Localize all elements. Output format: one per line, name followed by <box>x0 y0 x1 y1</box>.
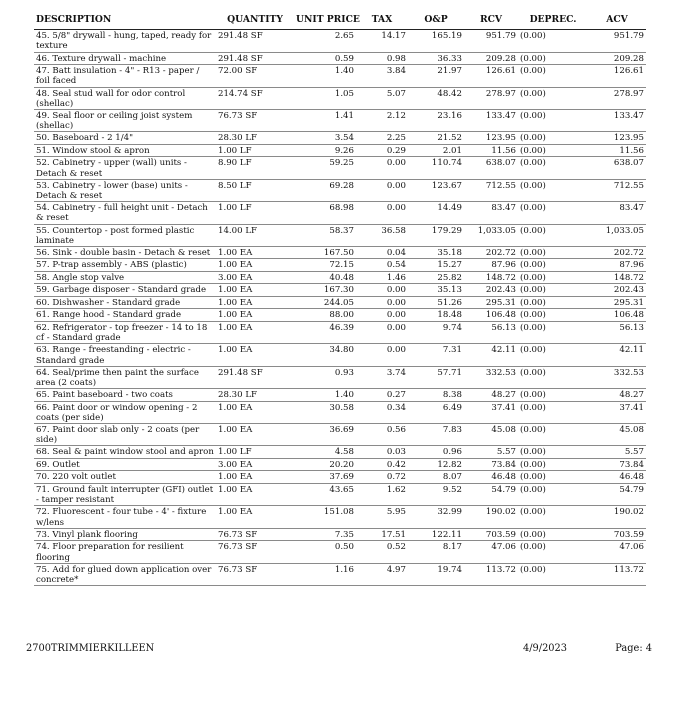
row-quantity: 3.00 EA <box>218 459 253 470</box>
row-quantity: 1.00 EA <box>218 425 253 436</box>
line-item-table <box>34 12 646 586</box>
row-op: 18.48 <box>437 310 462 321</box>
row-deprec: (0.00) <box>520 53 546 64</box>
row-tax: 0.72 <box>386 472 406 483</box>
row-tax: 0.52 <box>386 542 406 553</box>
row-tax: 1.46 <box>386 272 406 283</box>
row-unit-price: 30.58 <box>329 402 354 413</box>
row-description: 64. Seal/prime then paint the surface area (2 coats) <box>36 367 199 388</box>
row-tax: 0.34 <box>386 402 406 413</box>
row-deprec: (0.00) <box>520 402 546 413</box>
row-acv: 87.96 <box>619 260 644 271</box>
row-op: 23.16 <box>437 110 462 121</box>
row-unit-price: 2.65 <box>334 31 354 42</box>
row-deprec: (0.00) <box>520 367 546 378</box>
row-rcv: 278.97 <box>485 88 516 99</box>
row-tax: 1.62 <box>386 484 406 495</box>
row-deprec: (0.00) <box>520 507 546 518</box>
row-rcv: 42.11 <box>491 345 516 356</box>
row-tax: 0.27 <box>386 390 406 401</box>
row-description: 68. Seal & paint window stool and apron <box>36 447 214 458</box>
row-rcv: 202.72 <box>485 247 516 258</box>
row-op: 57.71 <box>437 367 462 378</box>
row-acv: 106.48 <box>613 310 644 321</box>
row-op: 9.52 <box>442 484 462 495</box>
row-tax: 0.04 <box>386 247 406 258</box>
row-unit-price: 0.50 <box>334 542 354 553</box>
column-header-op: O&P <box>408 12 464 30</box>
table-row <box>34 259 646 272</box>
table-row <box>34 321 646 343</box>
row-acv: 332.53 <box>613 367 644 378</box>
row-rcv: 11.56 <box>491 145 516 156</box>
row-rcv: 45.08 <box>491 425 516 436</box>
row-tax: 0.00 <box>386 310 406 321</box>
row-acv: 148.72 <box>613 272 644 283</box>
table-row <box>34 528 646 541</box>
table-row <box>34 366 646 388</box>
row-tax: 0.00 <box>386 203 406 214</box>
row-description: 58. Angle stop valve <box>36 272 125 283</box>
row-quantity: 1.00 EA <box>218 247 253 258</box>
row-unit-price: 9.26 <box>334 145 354 156</box>
row-quantity: 1.00 EA <box>218 310 253 321</box>
row-deprec: (0.00) <box>520 564 546 575</box>
row-acv: 47.06 <box>619 542 644 553</box>
row-unit-price: 59.25 <box>329 158 354 169</box>
row-quantity: 214.74 SF <box>218 88 263 99</box>
row-tax: 0.42 <box>386 459 406 470</box>
row-quantity: 1.00 LF <box>218 145 252 156</box>
row-unit-price: 34.80 <box>329 345 354 356</box>
row-description: 59. Garbage disposer - Standard grade <box>36 285 207 296</box>
row-acv: 190.02 <box>613 507 644 518</box>
table-header-row <box>34 12 646 30</box>
table-row <box>34 458 646 471</box>
row-rcv: 190.02 <box>485 507 516 518</box>
row-op: 48.42 <box>437 88 462 99</box>
row-tax: 2.25 <box>386 133 406 144</box>
column-header-description: DESCRIPTION <box>34 12 216 30</box>
row-rcv: 295.31 <box>485 297 516 308</box>
row-op: 179.29 <box>431 225 462 236</box>
row-deprec: (0.00) <box>520 285 546 296</box>
column-header-quantity: QUANTITY <box>216 12 294 30</box>
row-acv: 133.47 <box>613 110 644 121</box>
row-op: 32.99 <box>437 507 462 518</box>
row-description: 63. Range - freestanding - electric - Standard grade <box>36 345 191 366</box>
row-deprec: (0.00) <box>520 180 546 191</box>
row-quantity: 1.00 EA <box>218 260 253 271</box>
row-description: 60. Dishwasher - Standard grade <box>36 297 181 308</box>
row-op: 8.38 <box>442 390 462 401</box>
row-quantity: 1.00 EA <box>218 472 253 483</box>
row-tax: 0.00 <box>386 285 406 296</box>
row-deprec: (0.00) <box>520 447 546 458</box>
row-quantity: 8.90 LF <box>218 158 252 169</box>
row-unit-price: 4.58 <box>334 447 354 458</box>
row-rcv: 712.55 <box>485 180 516 191</box>
row-quantity: 1.00 LF <box>218 203 252 214</box>
row-tax: 36.58 <box>381 225 406 236</box>
row-tax: 0.00 <box>386 180 406 191</box>
row-deprec: (0.00) <box>520 260 546 271</box>
row-acv: 42.11 <box>619 345 644 356</box>
table-row <box>34 296 646 309</box>
row-acv: 638.07 <box>613 158 644 169</box>
row-quantity: 76.73 SF <box>218 110 258 121</box>
row-tax: 0.56 <box>386 425 406 436</box>
row-rcv: 87.96 <box>491 260 516 271</box>
row-unit-price: 167.30 <box>323 285 354 296</box>
column-header-acv: ACV <box>588 12 646 30</box>
row-description: 74. Floor preparation for resilient flooring <box>36 542 184 563</box>
row-quantity: 8.50 LF <box>218 180 252 191</box>
table-row <box>34 87 646 109</box>
row-rcv: 209.28 <box>485 53 516 64</box>
row-description: 56. Sink - double basin - Detach & reset <box>36 247 211 258</box>
row-op: 110.74 <box>431 158 462 169</box>
row-unit-price: 72.15 <box>329 260 354 271</box>
row-quantity: 1.00 EA <box>218 507 253 518</box>
row-op: 14.49 <box>437 203 462 214</box>
row-op: 35.13 <box>437 285 462 296</box>
row-acv: 712.55 <box>613 180 644 191</box>
row-unit-price: 58.37 <box>329 225 354 236</box>
row-op: 8.07 <box>442 472 462 483</box>
row-op: 21.97 <box>437 66 462 77</box>
row-acv: 1,033.05 <box>605 225 644 236</box>
row-rcv: 56.13 <box>491 322 516 333</box>
row-quantity: 1.00 EA <box>218 345 253 356</box>
row-deprec: (0.00) <box>520 31 546 42</box>
row-acv: 46.48 <box>619 472 644 483</box>
row-unit-price: 68.98 <box>329 203 354 214</box>
row-deprec: (0.00) <box>520 484 546 495</box>
row-rcv: 638.07 <box>485 158 516 169</box>
row-rcv: 5.57 <box>496 447 516 458</box>
table-row <box>34 309 646 322</box>
table-row <box>34 506 646 528</box>
table-row <box>34 52 646 65</box>
row-deprec: (0.00) <box>520 459 546 470</box>
row-description: 66. Paint door or window opening - 2 coats (per side) <box>36 402 198 423</box>
row-unit-price: 7.35 <box>334 529 354 540</box>
table-row <box>34 144 646 157</box>
row-op: 19.74 <box>437 564 462 575</box>
row-deprec: (0.00) <box>520 247 546 258</box>
row-op: 122.11 <box>431 529 462 540</box>
row-rcv: 703.59 <box>485 529 516 540</box>
row-quantity: 1.00 EA <box>218 402 253 413</box>
row-description: 47. Batt insulation - 4" - R13 - paper / foil faced <box>36 66 200 87</box>
table-row <box>34 401 646 423</box>
row-acv: 54.79 <box>619 484 644 495</box>
row-rcv: 951.79 <box>485 31 516 42</box>
table-row <box>34 389 646 402</box>
row-description: 53. Cabinetry - lower (base) units - Detach & reset <box>36 180 188 201</box>
row-rcv: 83.47 <box>491 203 516 214</box>
row-description: 52. Cabinetry - upper (wall) units - Detach & reset <box>36 158 187 179</box>
row-acv: 703.59 <box>613 529 644 540</box>
table-row <box>34 541 646 563</box>
column-header-rcv: RCV <box>464 12 518 30</box>
row-tax: 3.84 <box>386 66 406 77</box>
row-op: 51.26 <box>437 297 462 308</box>
row-op: 21.52 <box>437 133 462 144</box>
row-acv: 113.72 <box>613 564 644 575</box>
row-deprec: (0.00) <box>520 272 546 283</box>
row-deprec: (0.00) <box>520 322 546 333</box>
footer-date: 4/9/2023 <box>523 643 567 654</box>
row-rcv: 37.41 <box>491 402 516 413</box>
row-description: 73. Vinyl plank flooring <box>36 529 138 540</box>
row-quantity: 291.48 SF <box>218 31 263 42</box>
row-tax: 0.54 <box>386 260 406 271</box>
row-description: 70. 220 volt outlet <box>36 472 116 483</box>
row-quantity: 291.48 SF <box>218 53 263 64</box>
row-unit-price: 1.16 <box>334 564 354 575</box>
row-acv: 73.84 <box>619 459 644 470</box>
row-description: 67. Paint door slab only - 2 coats (per side) <box>36 425 200 446</box>
row-unit-price: 167.50 <box>323 247 354 258</box>
row-acv: 83.47 <box>619 203 644 214</box>
row-op: 2.01 <box>442 145 462 156</box>
row-unit-price: 1.40 <box>334 390 354 401</box>
row-quantity: 1.00 EA <box>218 322 253 333</box>
row-op: 15.27 <box>437 260 462 271</box>
row-unit-price: 36.69 <box>329 425 354 436</box>
row-description: 65. Paint baseboard - two coats <box>36 390 173 401</box>
row-deprec: (0.00) <box>520 297 546 308</box>
row-acv: 56.13 <box>619 322 644 333</box>
table-row <box>34 471 646 484</box>
row-description: 46. Texture drywall - machine <box>36 53 167 64</box>
row-acv: 295.31 <box>613 297 644 308</box>
row-op: 36.33 <box>437 53 462 64</box>
row-unit-price: 20.20 <box>329 459 354 470</box>
row-description: 51. Window stool & apron <box>36 145 150 156</box>
row-rcv: 126.61 <box>485 66 516 77</box>
row-tax: 0.29 <box>386 145 406 156</box>
row-op: 25.82 <box>437 272 462 283</box>
row-quantity: 28.30 LF <box>218 133 258 144</box>
table-row <box>34 284 646 297</box>
row-quantity: 1.00 LF <box>218 447 252 458</box>
row-rcv: 202.43 <box>485 285 516 296</box>
row-rcv: 332.53 <box>485 367 516 378</box>
table-row <box>34 424 646 446</box>
row-acv: 11.56 <box>619 145 644 156</box>
row-quantity: 14.00 LF <box>218 225 258 236</box>
row-description: 50. Baseboard - 2 1/4" <box>36 133 134 144</box>
row-acv: 202.43 <box>613 285 644 296</box>
row-tax: 0.00 <box>386 158 406 169</box>
row-deprec: (0.00) <box>520 203 546 214</box>
row-description: 57. P-trap assembly - ABS (plastic) <box>36 260 187 271</box>
column-header-tax: TAX <box>356 12 408 30</box>
row-acv: 278.97 <box>613 88 644 99</box>
row-rcv: 106.48 <box>485 310 516 321</box>
row-description: 48. Seal stud wall for odor control (shellac) <box>36 88 186 109</box>
row-op: 165.19 <box>431 31 462 42</box>
table-row <box>34 563 646 585</box>
column-header-deprec: DEPREC. <box>518 12 588 30</box>
row-tax: 5.95 <box>386 507 406 518</box>
row-deprec: (0.00) <box>520 310 546 321</box>
table-row <box>34 30 646 52</box>
row-description: 55. Countertop - post formed plastic laminate <box>36 225 195 246</box>
row-tax: 0.98 <box>386 53 406 64</box>
table-row <box>34 246 646 259</box>
row-unit-price: 46.39 <box>329 322 354 333</box>
row-description: 72. Fluorescent - four tube - 4' - fixture w/lens <box>36 507 207 528</box>
row-tax: 14.17 <box>381 31 406 42</box>
row-rcv: 47.06 <box>491 542 516 553</box>
row-op: 7.31 <box>442 345 462 356</box>
row-unit-price: 244.05 <box>323 297 354 308</box>
row-rcv: 113.72 <box>485 564 516 575</box>
row-quantity: 1.00 EA <box>218 285 253 296</box>
row-quantity: 291.48 SF <box>218 367 263 378</box>
row-unit-price: 1.05 <box>334 88 354 99</box>
row-op: 8.17 <box>442 542 462 553</box>
table-row <box>34 446 646 459</box>
table-row <box>34 224 646 246</box>
row-description: 62. Refrigerator - top freezer - 14 to 18 cf - Standard grade <box>36 322 208 344</box>
row-rcv: 133.47 <box>485 110 516 121</box>
row-deprec: (0.00) <box>520 390 546 401</box>
row-tax: 3.74 <box>386 367 406 378</box>
estimate-page <box>34 12 646 586</box>
row-quantity: 76.73 SF <box>218 542 258 553</box>
row-tax: 0.00 <box>386 345 406 356</box>
row-op: 35.18 <box>437 247 462 258</box>
row-unit-price: 0.59 <box>334 53 354 64</box>
row-unit-price: 69.28 <box>329 180 354 191</box>
row-rcv: 48.27 <box>491 390 516 401</box>
row-description: 75. Add for glued down application over concrete* <box>36 564 212 585</box>
table-row <box>34 179 646 201</box>
row-op: 7.83 <box>442 425 462 436</box>
table-body <box>34 30 646 586</box>
table-row <box>34 202 646 224</box>
row-rcv: 73.84 <box>491 459 516 470</box>
row-unit-price: 88.00 <box>329 310 354 321</box>
row-deprec: (0.00) <box>520 225 546 236</box>
footer-claim-name: 2700TRIMMIERKILLEEN <box>26 643 155 654</box>
column-header-unit-price: UNIT PRICE <box>294 12 356 30</box>
table-row <box>34 157 646 179</box>
row-unit-price: 43.65 <box>329 484 354 495</box>
row-quantity: 3.00 EA <box>218 272 253 283</box>
row-rcv: 123.95 <box>485 133 516 144</box>
row-acv: 202.72 <box>613 247 644 258</box>
row-description: 45. 5/8" drywall - hung, taped, ready for texture <box>36 31 212 52</box>
row-unit-price: 0.93 <box>334 367 354 378</box>
row-quantity: 28.30 LF <box>218 390 258 401</box>
row-tax: 17.51 <box>381 529 406 540</box>
row-quantity: 76.73 SF <box>218 564 258 575</box>
row-description: 71. Ground fault interrupter (GFI) outlet - tamper resistant <box>36 484 214 506</box>
row-tax: 0.00 <box>386 297 406 308</box>
row-deprec: (0.00) <box>520 145 546 156</box>
row-acv: 45.08 <box>619 425 644 436</box>
table-row <box>34 132 646 145</box>
table-row <box>34 65 646 87</box>
row-quantity: 76.73 SF <box>218 529 258 540</box>
table-row <box>34 344 646 366</box>
row-quantity: 1.00 EA <box>218 297 253 308</box>
row-acv: 209.28 <box>613 53 644 64</box>
row-unit-price: 1.41 <box>334 110 354 121</box>
row-op: 9.74 <box>442 322 462 333</box>
row-op: 12.82 <box>437 459 462 470</box>
row-tax: 0.03 <box>386 447 406 458</box>
footer-page-number: Page: 4 <box>615 643 652 654</box>
row-acv: 5.57 <box>624 447 644 458</box>
row-tax: 4.97 <box>386 564 406 575</box>
row-tax: 2.12 <box>386 110 406 121</box>
row-deprec: (0.00) <box>520 542 546 553</box>
row-deprec: (0.00) <box>520 472 546 483</box>
table-row <box>34 271 646 284</box>
row-tax: 5.07 <box>386 88 406 99</box>
row-description: 61. Range hood - Standard grade <box>36 310 182 321</box>
row-deprec: (0.00) <box>520 66 546 77</box>
row-op: 0.96 <box>442 447 462 458</box>
row-rcv: 54.79 <box>491 484 516 495</box>
table-row <box>34 483 646 505</box>
row-quantity: 72.00 SF <box>218 66 258 77</box>
row-tax: 0.00 <box>386 322 406 333</box>
row-deprec: (0.00) <box>520 425 546 436</box>
row-acv: 126.61 <box>613 66 644 77</box>
row-description: 49. Seal floor or ceiling joist system (shellac) <box>36 110 193 132</box>
row-rcv: 1,033.05 <box>477 225 516 236</box>
row-acv: 123.95 <box>613 133 644 144</box>
row-deprec: (0.00) <box>520 158 546 169</box>
row-acv: 48.27 <box>619 390 644 401</box>
row-rcv: 46.48 <box>491 472 516 483</box>
row-acv: 951.79 <box>613 31 644 42</box>
row-unit-price: 40.48 <box>329 272 354 283</box>
row-unit-price: 1.40 <box>334 66 354 77</box>
row-unit-price: 3.54 <box>334 133 354 144</box>
row-deprec: (0.00) <box>520 110 546 121</box>
row-rcv: 148.72 <box>485 272 516 283</box>
row-deprec: (0.00) <box>520 529 546 540</box>
row-description: 54. Cabinetry - full height unit - Detach & reset <box>36 203 208 224</box>
row-unit-price: 37.69 <box>329 472 354 483</box>
table-row <box>34 109 646 131</box>
row-deprec: (0.00) <box>520 88 546 99</box>
row-deprec: (0.00) <box>520 133 546 144</box>
row-acv: 37.41 <box>619 402 644 413</box>
row-quantity: 1.00 EA <box>218 484 253 495</box>
row-unit-price: 151.08 <box>323 507 354 518</box>
row-op: 123.67 <box>431 180 462 191</box>
row-description: 69. Outlet <box>36 459 80 470</box>
row-deprec: (0.00) <box>520 345 546 356</box>
row-op: 6.49 <box>442 402 462 413</box>
